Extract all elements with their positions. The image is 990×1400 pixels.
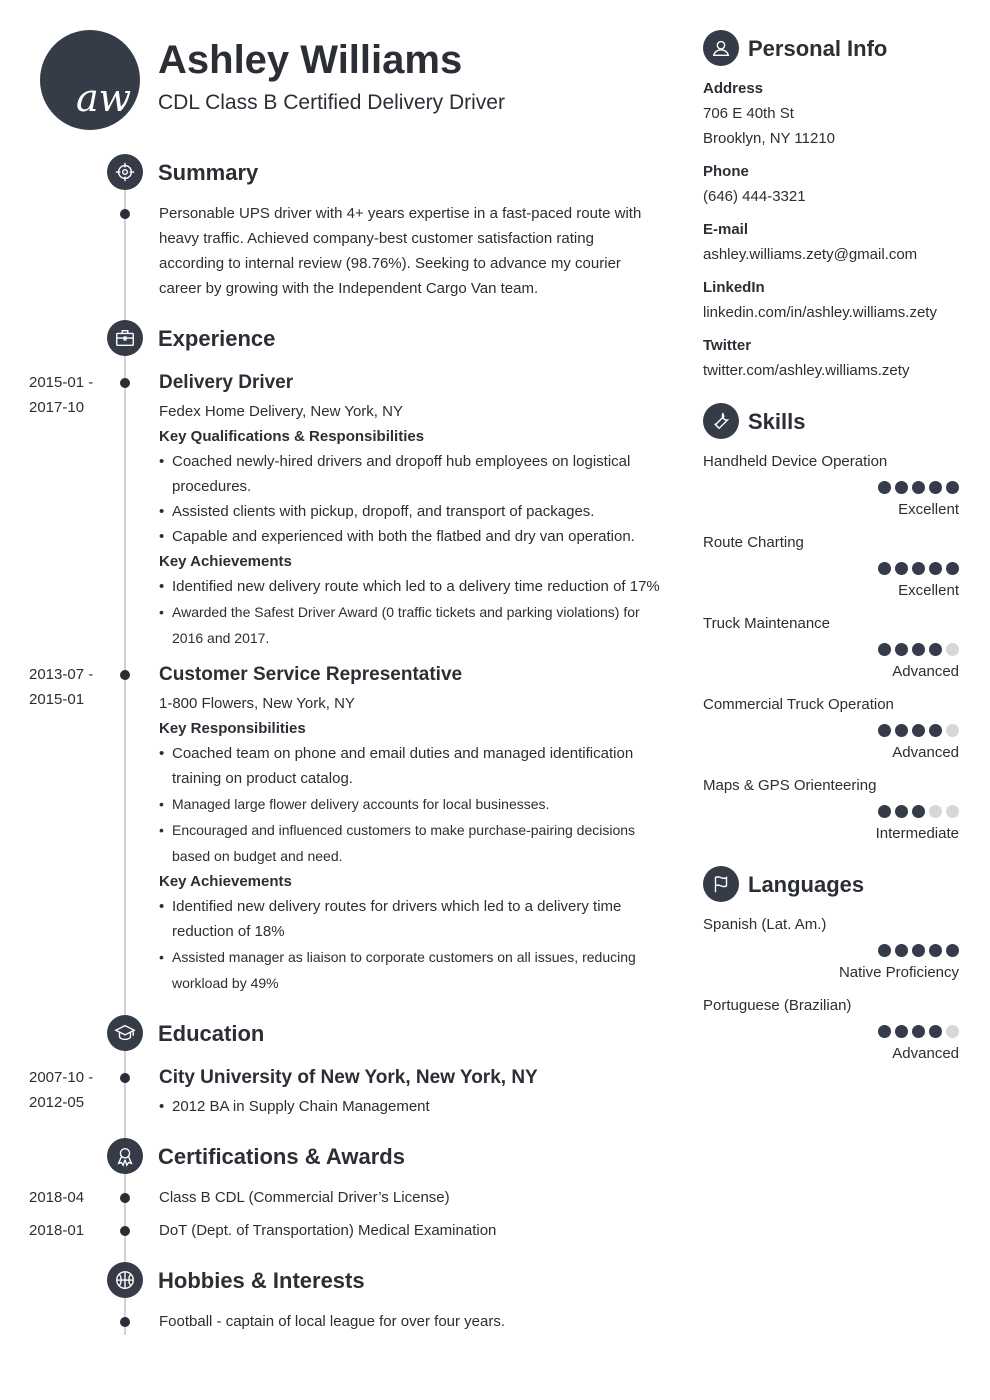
list-item: • Capable and experienced with both the flatbed and dry van operation. (159, 524, 664, 549)
rating-dot-filled (895, 562, 908, 575)
timeline-dot (120, 1193, 130, 1203)
summary-text: Personable UPS driver with 4+ years expertise in a fast-paced route with heavy traffic. Achieved company-best customer satisfaction rating according to internal review (98.76%). Seeking to advance my courier career by growing with the Independent Cargo Van team. (159, 205, 642, 297)
job-ach-list (159, 574, 664, 651)
skill-level: Advanced (892, 744, 959, 761)
rating-dot-filled (895, 805, 908, 818)
rating-dot-filled (929, 481, 942, 494)
address-label: Address (703, 80, 764, 97)
list-item: • Identified new delivery route which led to a delivery time reduction of 17% (159, 574, 664, 599)
phone-value: (646) 444-3321 (703, 188, 806, 205)
flag-icon (703, 866, 739, 902)
list-item: • Encouraged and influenced customers to make purchase-pairing decisions based on budget and need. (159, 817, 654, 869)
languages-heading: Languages (748, 872, 865, 897)
education-school: City University of New York, New York, NY (159, 1067, 538, 1088)
email-label: E-mail (703, 221, 749, 238)
skill-name: Commercial Truck Operation (703, 696, 894, 713)
rating-dot-filled (878, 481, 891, 494)
list-item: • Identified new delivery routes for drivers which led to a delivery time reduction of 18% (159, 894, 654, 944)
list-item: • 2012 BA in Supply Chain Management (159, 1094, 654, 1119)
language-name: Portuguese (Brazilian) (703, 997, 852, 1014)
job-date-start: 2015-01 - (29, 374, 94, 391)
hobby-item: Football - captain of local league for over four years. (159, 1313, 506, 1330)
language-rating (878, 944, 959, 957)
job-date-start: 2013-07 - (29, 666, 94, 683)
rating-dot-filled (878, 643, 891, 656)
candidate-name: Ashley Williams (158, 38, 463, 82)
list-item: • Coached newly-hired drivers and dropoff hub employees on logistical procedures. (159, 449, 664, 499)
education-date-end: 2012-05 (29, 1094, 85, 1111)
list-item: • Coached team on phone and email duties and managed identification training on product catalog. (159, 741, 654, 791)
address-line2: Brooklyn, NY 11210 (703, 130, 836, 147)
rating-dot-filled (929, 944, 942, 957)
language-level: Advanced (892, 1045, 959, 1062)
timeline-dot (120, 1226, 130, 1236)
rating-dot-filled (878, 724, 891, 737)
rating-dot-filled (929, 1025, 942, 1038)
rating-dot-filled (878, 1025, 891, 1038)
skill-rating (878, 724, 959, 737)
experience-heading: Experience (158, 326, 276, 351)
rating-dot-filled (878, 562, 891, 575)
skill-rating (878, 562, 959, 575)
candidate-title: CDL Class B Certified Delivery Driver (158, 91, 505, 114)
job-role: Delivery Driver (159, 372, 294, 393)
job-date-end: 2015-01 (29, 691, 85, 708)
rating-dot-filled (912, 643, 925, 656)
language-rating (878, 1025, 959, 1038)
language-name: Spanish (Lat. Am.) (703, 916, 827, 933)
rating-dot-filled (895, 944, 908, 957)
skills-heading: Skills (748, 409, 806, 434)
rating-dot-filled (912, 724, 925, 737)
wrench-icon (703, 403, 739, 439)
email-value: ashley.williams.zety@gmail.com (703, 246, 918, 263)
skill-name: Route Charting (703, 534, 804, 551)
skill-rating (878, 481, 959, 494)
monogram-avatar (40, 30, 140, 130)
briefcase-icon (107, 320, 143, 356)
list-item: • Awarded the Safest Driver Award (0 traffic tickets and parking violations) for 2016 and 2017. (159, 599, 664, 651)
job-ach-list (159, 894, 654, 996)
timeline-dot (120, 1073, 130, 1083)
rating-dot-filled (929, 562, 942, 575)
rating-dot-empty (946, 643, 959, 656)
rating-dot-filled (878, 944, 891, 957)
job-ach-heading: Key Achievements (159, 553, 292, 570)
basketball-icon (107, 1262, 143, 1298)
twitter-value: twitter.com/ashley.williams.zety (703, 362, 910, 379)
rating-dot-filled (946, 481, 959, 494)
job-resp-heading: Key Responsibilities (159, 720, 306, 737)
rating-dot-filled (946, 944, 959, 957)
rating-dot-filled (878, 805, 891, 818)
rating-dot-empty (946, 1025, 959, 1038)
list-item: • Assisted clients with pickup, dropoff, and transport of packages. (159, 499, 664, 524)
job-company: 1-800 Flowers, New York, NY (159, 695, 355, 712)
rating-dot-filled (912, 562, 925, 575)
timeline-dot (120, 378, 130, 388)
timeline-dot (120, 1317, 130, 1327)
certifications-heading: Certifications & Awards (158, 1144, 405, 1169)
cert-date: 2018-01 (29, 1222, 85, 1239)
rating-dot-empty (946, 805, 959, 818)
graduation-cap-icon (107, 1015, 143, 1051)
address-line1: 706 E 40th St (703, 105, 794, 122)
rating-dot-filled (912, 1025, 925, 1038)
timeline-dot (120, 209, 130, 219)
rating-dot-filled (929, 724, 942, 737)
target-icon (107, 154, 143, 190)
user-icon (703, 30, 739, 66)
phone-label: Phone (703, 163, 749, 180)
education-date (29, 1065, 93, 1115)
job-date (29, 370, 93, 420)
rating-dot-filled (946, 562, 959, 575)
list-item: • Managed large flower delivery accounts for local businesses. (159, 791, 654, 817)
cert-name: DoT (Dept. of Transportation) Medical Examination (159, 1222, 497, 1239)
skill-name: Truck Maintenance (703, 615, 831, 632)
rating-dot-filled (895, 643, 908, 656)
rating-dot-filled (912, 944, 925, 957)
cert-date: 2018-04 (29, 1189, 85, 1206)
monogram-initials: aw (76, 76, 132, 120)
job-date-end: 2017-10 (29, 399, 85, 416)
rating-dot-filled (895, 481, 908, 494)
skill-level: Advanced (892, 663, 959, 680)
hobbies-heading: Hobbies & Interests (158, 1268, 365, 1293)
rating-dot-filled (895, 724, 908, 737)
job-resp-heading: Key Qualifications & Responsibilities (159, 428, 425, 445)
rating-dot-empty (946, 724, 959, 737)
skill-level: Excellent (898, 582, 959, 599)
linkedin-label: LinkedIn (703, 279, 765, 296)
rating-dot-filled (929, 643, 942, 656)
award-ribbon-icon (107, 1138, 143, 1174)
linkedin-value: linkedin.com/in/ashley.williams.zety (703, 304, 937, 321)
skill-level: Intermediate (875, 825, 959, 842)
job-role: Customer Service Representative (159, 664, 463, 685)
twitter-label: Twitter (703, 337, 752, 354)
job-ach-heading: Key Achievements (159, 873, 292, 890)
rating-dot-filled (912, 481, 925, 494)
job-date (29, 662, 93, 712)
summary-heading: Summary (158, 160, 259, 185)
skill-rating (878, 643, 959, 656)
rating-dot-filled (912, 805, 925, 818)
job-resp-list (159, 449, 664, 549)
skill-rating (878, 805, 959, 818)
timeline-dot (120, 670, 130, 680)
personal-heading: Personal Info (748, 36, 888, 61)
list-item: • Assisted manager as liaison to corporate customers on all issues, reducing workload by 49% (159, 944, 654, 996)
education-heading: Education (158, 1021, 265, 1046)
cert-name: Class B CDL (Commercial Driver’s License) (159, 1189, 450, 1206)
education-list (159, 1094, 654, 1119)
education-date-start: 2007-10 - (29, 1069, 94, 1086)
rating-dot-empty (929, 805, 942, 818)
skill-level: Excellent (898, 501, 959, 518)
skill-name: Maps & GPS Orienteering (703, 777, 877, 794)
job-resp-list (159, 741, 654, 869)
job-company: Fedex Home Delivery, New York, NY (159, 403, 403, 420)
language-level: Native Proficiency (838, 964, 959, 981)
skill-name: Handheld Device Operation (703, 453, 888, 470)
rating-dot-filled (895, 1025, 908, 1038)
